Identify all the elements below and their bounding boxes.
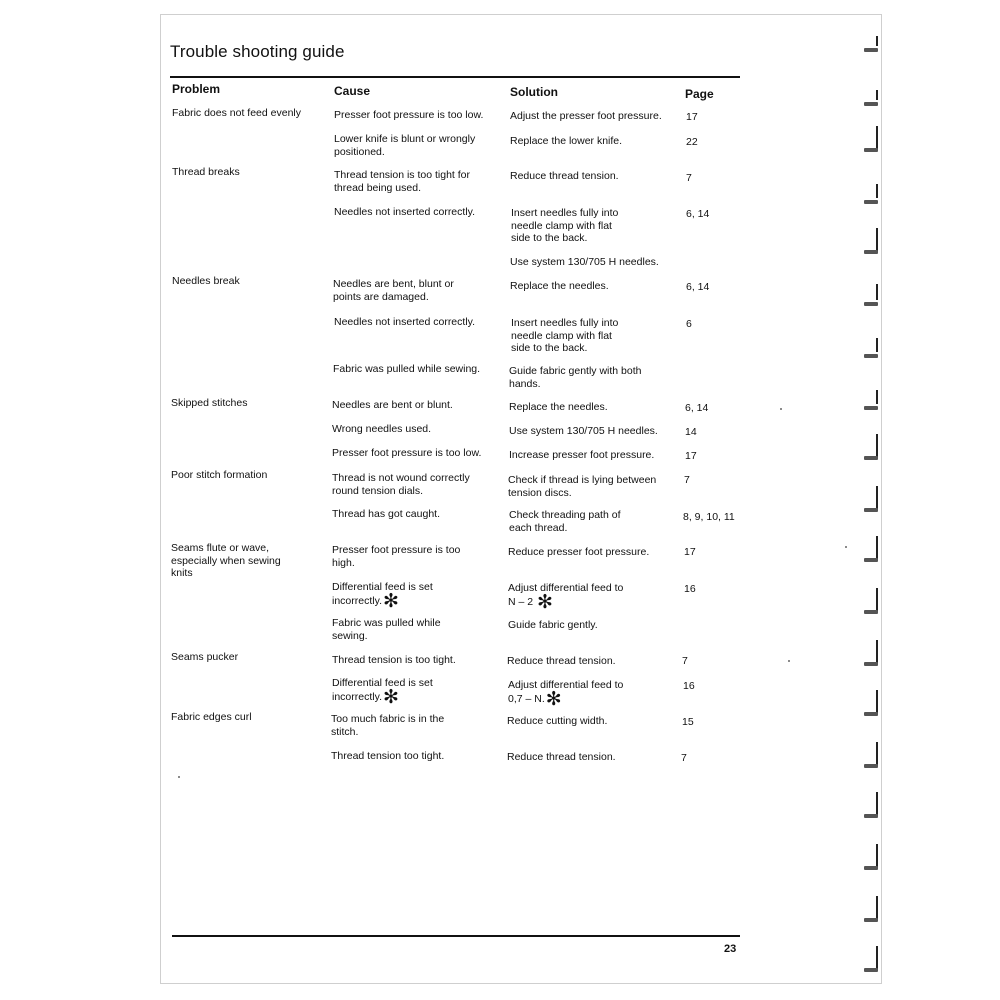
cause-cell: Wrong needles used. — [332, 423, 432, 435]
solution-cell: Reduce thread tension. — [510, 170, 619, 182]
problem-cell: Fabric edges curl — [171, 711, 252, 723]
page-ref-cell: 6, 14 — [686, 281, 710, 293]
cause-cell: Presser foot pressure is too low. — [334, 109, 484, 121]
index-tab-mark — [858, 80, 880, 106]
index-tab-mark — [858, 792, 880, 818]
page-ref-cell: 22 — [686, 136, 698, 148]
header-rule — [170, 76, 740, 78]
scan-speck — [780, 408, 782, 410]
solution-cell: Guide fabric gently. — [508, 619, 598, 631]
solution-cell: Adjust the presser foot pressure. — [510, 110, 662, 122]
page-ref-cell: 8, 9, 10, 11 — [683, 511, 735, 523]
cause-cell: Needles not inserted correctly. — [334, 206, 476, 218]
solution-cell — [508, 582, 624, 613]
solution-cell: Reduce thread tension. — [507, 751, 616, 763]
index-tab-mark — [858, 844, 880, 870]
problem-cell: Seams flute or wave, especially when sewing knits — [171, 542, 281, 579]
page-number: 23 — [724, 943, 737, 955]
scan-speck — [178, 776, 180, 778]
solution-cell: Replace the lower knife. — [510, 135, 623, 147]
solution-cell: Reduce thread tension. — [507, 655, 616, 667]
page-ref-cell: 17 — [685, 450, 697, 462]
page-ref-cell: 7 — [681, 752, 687, 764]
cause-cell: Needles are bent or blunt. — [332, 399, 453, 411]
solution-cell: Increase presser foot pressure. — [509, 449, 655, 461]
problem-cell: Seams pucker — [171, 651, 239, 663]
index-tab-mark — [858, 690, 880, 716]
page-ref-cell: 7 — [684, 474, 690, 486]
cause-cell: Thread is not wound correctly round tension dials. — [332, 472, 470, 497]
column-header-cause: Cause — [334, 84, 371, 98]
index-tab-mark — [858, 280, 880, 306]
index-tab-mark — [858, 588, 880, 614]
cause-cell — [332, 581, 433, 612]
page-ref-cell: 16 — [684, 583, 696, 595]
page-ref-cell: 7 — [682, 655, 688, 667]
asterisk-icon: ✻ — [537, 591, 553, 613]
solution-cell: Reduce cutting width. — [507, 715, 608, 727]
index-tab-mark — [858, 946, 880, 972]
page-title: Trouble shooting guide — [170, 42, 345, 61]
index-tab-mark — [858, 384, 880, 410]
solution-cell: Check threading path of each thread. — [509, 509, 621, 534]
cause-cell: Thread tension too tight. — [331, 750, 445, 762]
problem-cell: Needles break — [172, 275, 240, 287]
solution-cell: Use system 130/705 H needles. — [510, 256, 659, 268]
solution-cell: Guide fabric gently with both hands. — [509, 365, 642, 390]
problem-cell: Skipped stitches — [171, 397, 248, 409]
index-tab-mark — [858, 536, 880, 562]
page-ref-cell: 14 — [685, 426, 697, 438]
page-ref-cell: 6, 14 — [685, 402, 709, 414]
cause-cell: Needles are bent, blunt or points are damaged. — [333, 278, 454, 303]
solution-cell: Replace the needles. — [510, 280, 609, 292]
column-header-problem: Problem — [172, 82, 221, 96]
problem-cell: Poor stitch formation — [171, 469, 268, 481]
solution-cell: Insert needles fully into needle clamp with flat side to the back. — [511, 207, 619, 244]
index-tab-mark — [858, 228, 880, 254]
index-tab-mark — [858, 486, 880, 512]
solution-text: Adjust differential feed to 0,7 – N. — [508, 679, 624, 705]
cause-text: Differential feed is set incorrectly. — [332, 677, 433, 703]
problem-cell: Thread breaks — [172, 166, 240, 178]
solution-cell: Reduce presser foot pressure. — [508, 546, 650, 558]
cause-cell: Presser foot pressure is too low. — [332, 447, 482, 459]
cause-cell: Lower knife is blunt or wrongly positioned. — [334, 133, 476, 158]
index-tab-mark — [858, 742, 880, 768]
index-tab-mark — [858, 332, 880, 358]
solution-cell — [508, 679, 624, 710]
page-sheet — [160, 14, 882, 984]
page-ref-cell: 17 — [686, 111, 698, 123]
cause-cell: Thread has got caught. — [332, 508, 440, 520]
cause-cell: Needles not inserted correctly. — [334, 316, 476, 328]
asterisk-icon: ✻ — [382, 590, 399, 612]
column-header-page: Page — [685, 87, 714, 101]
page-ref-cell: 15 — [682, 716, 694, 728]
scan-speck — [845, 546, 847, 548]
cause-cell: Fabric was pulled while sewing. — [333, 363, 481, 375]
index-tab-mark — [858, 896, 880, 922]
asterisk-icon: ✻ — [545, 688, 562, 710]
index-tab-mark — [858, 178, 880, 204]
index-tab-mark — [858, 126, 880, 152]
page-ref-cell: 6, 14 — [686, 208, 710, 220]
footer-rule — [172, 935, 740, 937]
solution-cell: Check if thread is lying between tension discs. — [508, 474, 657, 499]
cause-cell: Thread tension is too tight for thread being used. — [334, 169, 470, 194]
solution-cell: Replace the needles. — [509, 401, 608, 413]
page-ref-cell: 17 — [684, 546, 696, 558]
cause-text: Differential feed is set incorrectly. — [332, 581, 433, 607]
column-header-solution: Solution — [510, 85, 558, 99]
page-ref-cell: 7 — [686, 172, 692, 184]
cause-cell: Presser foot pressure is too high. — [332, 544, 461, 569]
page-ref-cell: 16 — [683, 680, 695, 692]
cause-cell — [332, 677, 433, 708]
index-tab-mark — [858, 26, 880, 52]
solution-cell: Use system 130/705 H needles. — [509, 425, 658, 437]
index-tab-mark — [858, 434, 880, 460]
cause-cell: Fabric was pulled while sewing. — [332, 617, 441, 642]
problem-cell: Fabric does not feed evenly — [172, 107, 301, 119]
cause-cell: Too much fabric is in the stitch. — [331, 713, 445, 738]
index-tab-strip — [858, 0, 888, 1000]
cause-cell: Thread tension is too tight. — [332, 654, 456, 666]
scan-speck — [788, 660, 790, 662]
solution-cell: Insert needles fully into needle clamp with flat side to the back. — [511, 317, 619, 354]
solution-text: Adjust differential feed to N – 2 — [508, 582, 624, 608]
asterisk-icon: ✻ — [382, 686, 399, 708]
page-ref-cell: 6 — [686, 318, 692, 330]
index-tab-mark — [858, 640, 880, 666]
